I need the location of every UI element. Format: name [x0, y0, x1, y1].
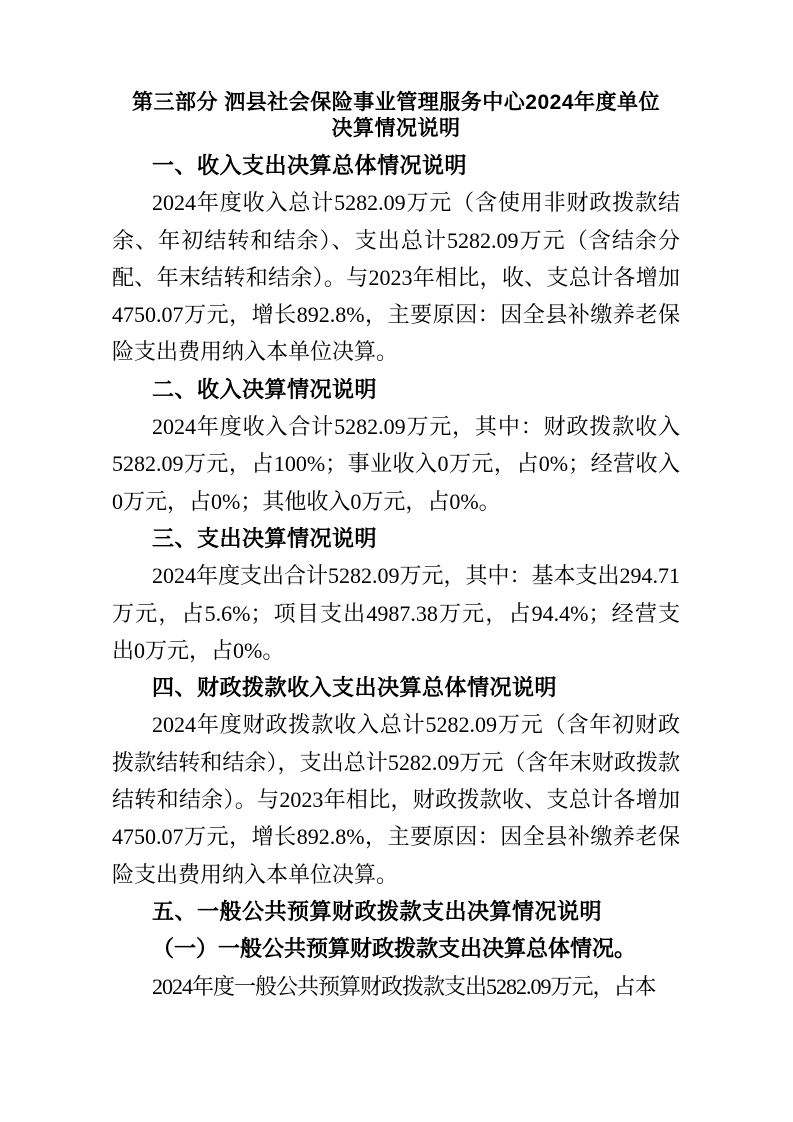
- document-title: [112, 90, 680, 142]
- section-5-paragraph: 2024年度一般公共预算财政拨款支出5282.09万元，占本: [152, 973, 656, 999]
- section-4-paragraph: 2024年度财政拨款收入总计5282.09万元（含年初财政拨款结转和结余），支出总计5282.09万元（含年末财政拨款结转和结余）。与2023年相比，财政拨款收、支总计各增加4750.07万元，增长892.8%，主要原因：因全县补缴养老保险支出费用纳入本单位决算。: [112, 712, 680, 887]
- section-2-heading: 二、收入决算情况说明: [152, 376, 378, 402]
- section-5-subheading: （一）一般公共预算财政拨款支出决算总体情况。: [152, 936, 637, 962]
- section-4-heading: 四、财政拨款收入支出决算总体情况说明: [152, 675, 558, 701]
- document-title-line-1: 第三部分 泗县社会保险事业管理服务中心2024年度单位: [131, 91, 661, 114]
- section-1-heading: 一、收入支出决算总体情况说明: [152, 153, 468, 178]
- section-3-paragraph: 2024年度支出合计5282.09万元，其中：基本支出294.71万元，占5.6%；项目支出4987.38万元，占94.4%；经营支出0万元，占0%。: [112, 563, 681, 663]
- section-5-heading: 五、一般公共预算财政拨款支出决算情况说明: [152, 898, 603, 924]
- section-1-paragraph: 2024年度收入总计5282.09万元（含使用非财政拨款结余、年初结转和结余）、支出总计5282.09万元（含结余分配、年末结转和结余）。与2023年相比，收、支总计各增加4750.07万元，增长892.8%，主要原因：因全县补缴养老保险支出费用纳入本单位决算。: [112, 190, 680, 365]
- section-2-paragraph: 2024年度收入合计5282.09万元，其中：财政拨款收入5282.09万元，占100%；事业收入0万元，占0%；经营收入0万元，占0%；其他收入0万元，占0%。: [112, 414, 680, 514]
- document-body: [112, 147, 680, 1005]
- document-content: [112, 0, 680, 1005]
- document-title-line-2: 决算情况说明: [331, 117, 461, 140]
- section-3-heading: 三、支出决算情况说明: [152, 525, 378, 551]
